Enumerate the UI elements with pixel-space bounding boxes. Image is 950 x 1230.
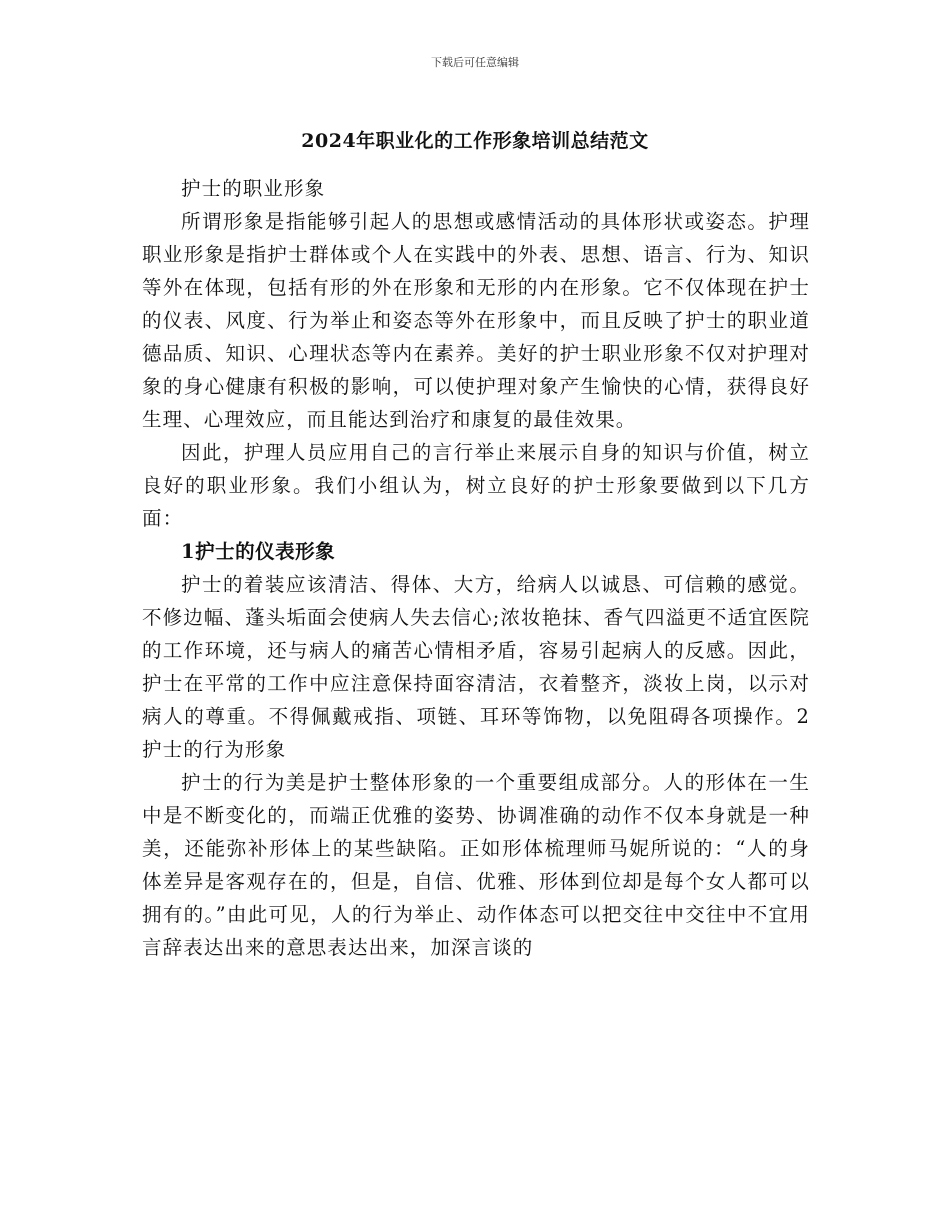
paragraph-definition: 所谓形象是指能够引起人的思想或感情活动的具体形状或姿态。护理职业形象是指护士群体或个人在实践中的外表、思想、语言、行为、知识等外在体现，包括有形的外在形象和无形的内在形象。它不仅体现在护士的仪表、风度、行为举止和姿态等外在形象中，而且反映了护士的职业道德品质、知识、心理状态等内在素养。美好的护士职业形象不仅对护理对象的身心健康有积极的影响，可以使护理对象产生愉快的心情，获得良好生理、心理效应，而且能达到治疗和康复的最佳效果。 <box>142 210 810 431</box>
subheading-appearance: 1护士的仪表形象 <box>181 540 336 563</box>
paragraph-appearance: 护士的着装应该清洁、得体、大方，给病人以诚恳、可信赖的感觉。不修边幅、蓬头垢面会使病人失去信心;浓妆艳抹、香气四溢更不适宜医院的工作环境，还与病人的痛苦心情相矛盾，容易引起病人的反感。因此，护士在平常的工作中应注意保持面容清洁，衣着整齐，淡妆上岗，以示对病人的尊重。不得佩戴戒指、项链、耳环等饰物，以免阻碍各项操作。2护士的行为形象 <box>142 573 810 761</box>
paragraph-intro: 因此，护理人员应用自己的言行举止来展示自身的知识与价值，树立良好的职业形象。我们小组认为，树立良好的护士形象要做到以下几方面： <box>142 441 810 530</box>
document-title: 2024年职业化的工作形象培训总结范文 <box>301 130 649 152</box>
paragraph-behavior: 护士的行为美是护士整体形象的一个重要组成部分。人的形体在一生中是不断变化的，而端正优雅的姿势、协调准确的动作不仅本身就是一种美，还能弥补形体上的某些缺陷。正如形体梳理师马妮所说的：“人的身体差异是客观存在的，但是，自信、优雅、形体到位却是每个女人都可以拥有的。”由此可见，人的行为举止、动作体态可以把交往中交往中不宜用言辞表达出来的意思表达出来，加深言谈的 <box>142 771 810 959</box>
header-note: 下载后可任意编辑 <box>431 56 519 69</box>
paragraph-section-heading: 护士的职业形象 <box>181 177 326 200</box>
document-body <box>142 172 810 964</box>
